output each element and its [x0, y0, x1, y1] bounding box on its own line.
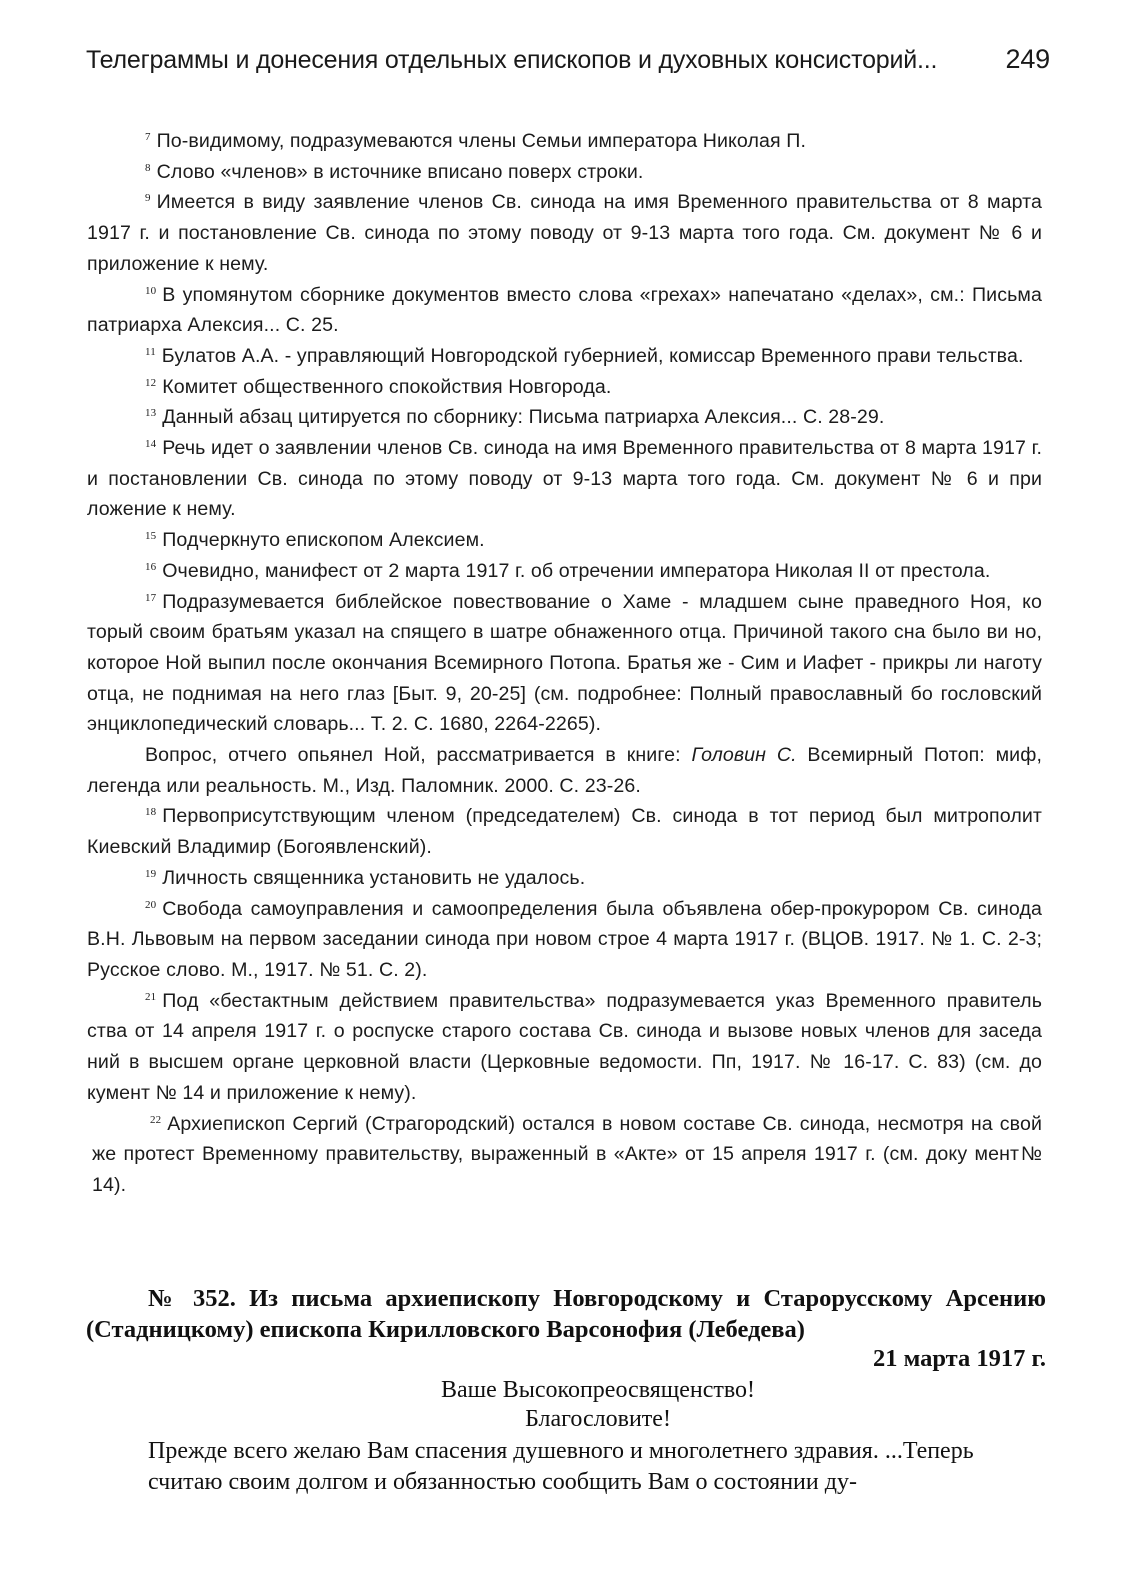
footnote-number: 7 — [145, 131, 151, 143]
footnote-text: Архиепископ Сергий (Страгородский) остался в новом составе Св. синода, несмотря на свой же протест Временному правительству, выраженный в «Акте» от 15 апреля 1917 г. (см. доку мент№ 14). — [92, 1112, 1042, 1196]
footnote-text: Очевидно, манифест от 2 марта 1917 г. об отречении императора Николая II от престола. — [162, 559, 991, 582]
footnote — [87, 372, 1042, 403]
footnote — [87, 280, 1042, 341]
letter-body — [148, 1436, 1038, 1498]
letter-salutation: Ваше Высокопреосвященство! — [440, 1377, 756, 1403]
footnote — [87, 157, 1042, 188]
footnote — [87, 525, 1042, 556]
document-date: 21 марта 1917 г. — [872, 1345, 1046, 1372]
footnote-number: 8 — [145, 161, 151, 174]
footnote-number: 10 — [145, 284, 157, 297]
letter-blessing: Благословите! — [525, 1406, 671, 1432]
footnote — [87, 433, 1042, 525]
continuation-text: Всемирный Потоп: миф, легенда или реальность. М., Изд. Паломник. 2000. С. 23-26. — [87, 744, 1042, 797]
footnotes-block — [87, 126, 1042, 1201]
footnote-number: 11 — [145, 345, 156, 358]
footnote-text: Личность священника установить не удалось. — [162, 866, 586, 889]
footnote — [92, 1109, 1042, 1201]
footnote-number: 16 — [145, 560, 157, 573]
footnote-number: 12 — [145, 376, 157, 389]
footnote-text: Первоприсутствующим членом (председателем) Св. синода в тот период был митрополит Киевский Владимир (Богоявленский). — [87, 805, 1042, 859]
footnote-number: 15 — [145, 530, 157, 543]
letter-paragraph: Прежде всего желаю Вам спасения душевного и многолетнего здравия. ...Теперь считаю своим долгом и обязанностью сообщить Вам о состоянии ду- — [148, 1438, 974, 1495]
footnote-number: 20 — [145, 898, 157, 911]
footnote-number: 14 — [145, 438, 157, 451]
footnote-text: По-видимому, подразумеваются члены Семьи императора Николая П. — [156, 130, 807, 152]
footnote — [87, 341, 1042, 372]
footnote-number: 21 — [145, 990, 157, 1003]
footnote — [87, 894, 1042, 986]
footnote-number: 13 — [145, 407, 157, 420]
author-name: Головин С. — [691, 744, 797, 767]
footnote — [87, 187, 1042, 279]
footnote — [87, 986, 1042, 1109]
footnote — [87, 556, 1042, 587]
footnote — [87, 402, 1042, 433]
footnote — [87, 126, 1042, 157]
page-number: 249 — [1005, 44, 1050, 74]
document-title — [86, 1283, 1046, 1345]
footnote — [87, 863, 1042, 894]
footnote — [87, 587, 1042, 741]
footnote-number: 19 — [145, 867, 157, 880]
footnote — [87, 801, 1042, 862]
footnote-number: 18 — [145, 806, 157, 819]
footnote-number: 17 — [145, 591, 157, 604]
footnote-text: Свобода самоуправления и самоопределения была объявлена обер-прокурором Св. синода В.Н. Львовым на первом заседании синода при новом строе 4 марта 1917 г. (ВЦОВ. 1917. № 1. С. 2-3; Русское слово. М., 1917. № 51. С. 2). — [87, 897, 1042, 981]
footnote-number: 9 — [145, 192, 151, 205]
footnote-text: Речь идет о заявлении членов Св. синода на имя Временного правительства от 8 марта 1917 г. и постановлении Св. синода по этому поводу от 9-13 марта того года. См. документ № 6 и при ложение к нему. — [87, 437, 1042, 521]
footnote-text: Слово «членов» в источнике вписано поверх строки. — [156, 160, 644, 183]
running-title: Телеграммы и донесения отдельных епископов и духовных консисторий... — [86, 46, 938, 74]
footnote-text: Имеется в виду заявление членов Св. синода на имя Временного правительства от 8 марта 1917 г. и постановление Св. синода по этому поводу от 9-13 марта того года. См. документ № 6 и приложение к нему. — [87, 191, 1042, 275]
running-header — [86, 44, 1050, 75]
footnote-text: Комитет общественного спокойствия Новгорода. — [162, 375, 612, 398]
footnote-text: В упомянутом сборнике документов вместо слова «грехах» напечатано «делах», см.: Письма патриарха Алексия... С. 25. — [87, 283, 1042, 337]
document-title-text: № 352. Из письма архиепископу Новгородскому и Старорусскому Арсению (Стадницкому) епископа Кирилловского Варсонофия (Лебедева) — [86, 1285, 1046, 1343]
footnote-text: Булатов А.А. - управляющий Новгородской губернией, комиссар Временного прави тельства. — [161, 344, 1024, 367]
footnote-text: Под «бестактным действием правительства» подразумевается указ Временного правитель ства от 14 апреля 1917 г. о роспуске старого состава Св. синода и вызове новых членов для заседа ний в высшем органе церковной власти (Церковные ведомости. Пп, 1917. № 16-17. С. 83) (см. до кумент № 14 и приложение к нему). — [87, 989, 1042, 1104]
footnote-text: Подчеркнуто епископом Алексием. — [162, 529, 485, 552]
footnote-text: Подразумевается библейское повествование о Хаме - младшем сыне праведного Ноя, ко торый своим братьям указал на спящего в шатре обнаженного отца. Причиной такого сна было ви но, которое Ной выпил после окончания Всемирного Потопа. Братья же - Сим и Иафет - прикры ли наготу отца, не поднимая на него глаз [Быт. 9, 20-25] (см. подробнее: Полный православный бо гословский энциклопедический словарь... Т. 2. С. 1680, 2264-2265). — [87, 590, 1042, 736]
footnote-number: 22 — [150, 1113, 162, 1126]
continuation-text: Вопрос, отчего опьянел Ной, рассматривается в книге: — [145, 744, 692, 767]
footnote-text: Данный абзац цитируется по сборнику: Письма патриарха Алексия... С. 28-29. — [162, 406, 885, 429]
footnote-continuation — [87, 740, 1042, 801]
